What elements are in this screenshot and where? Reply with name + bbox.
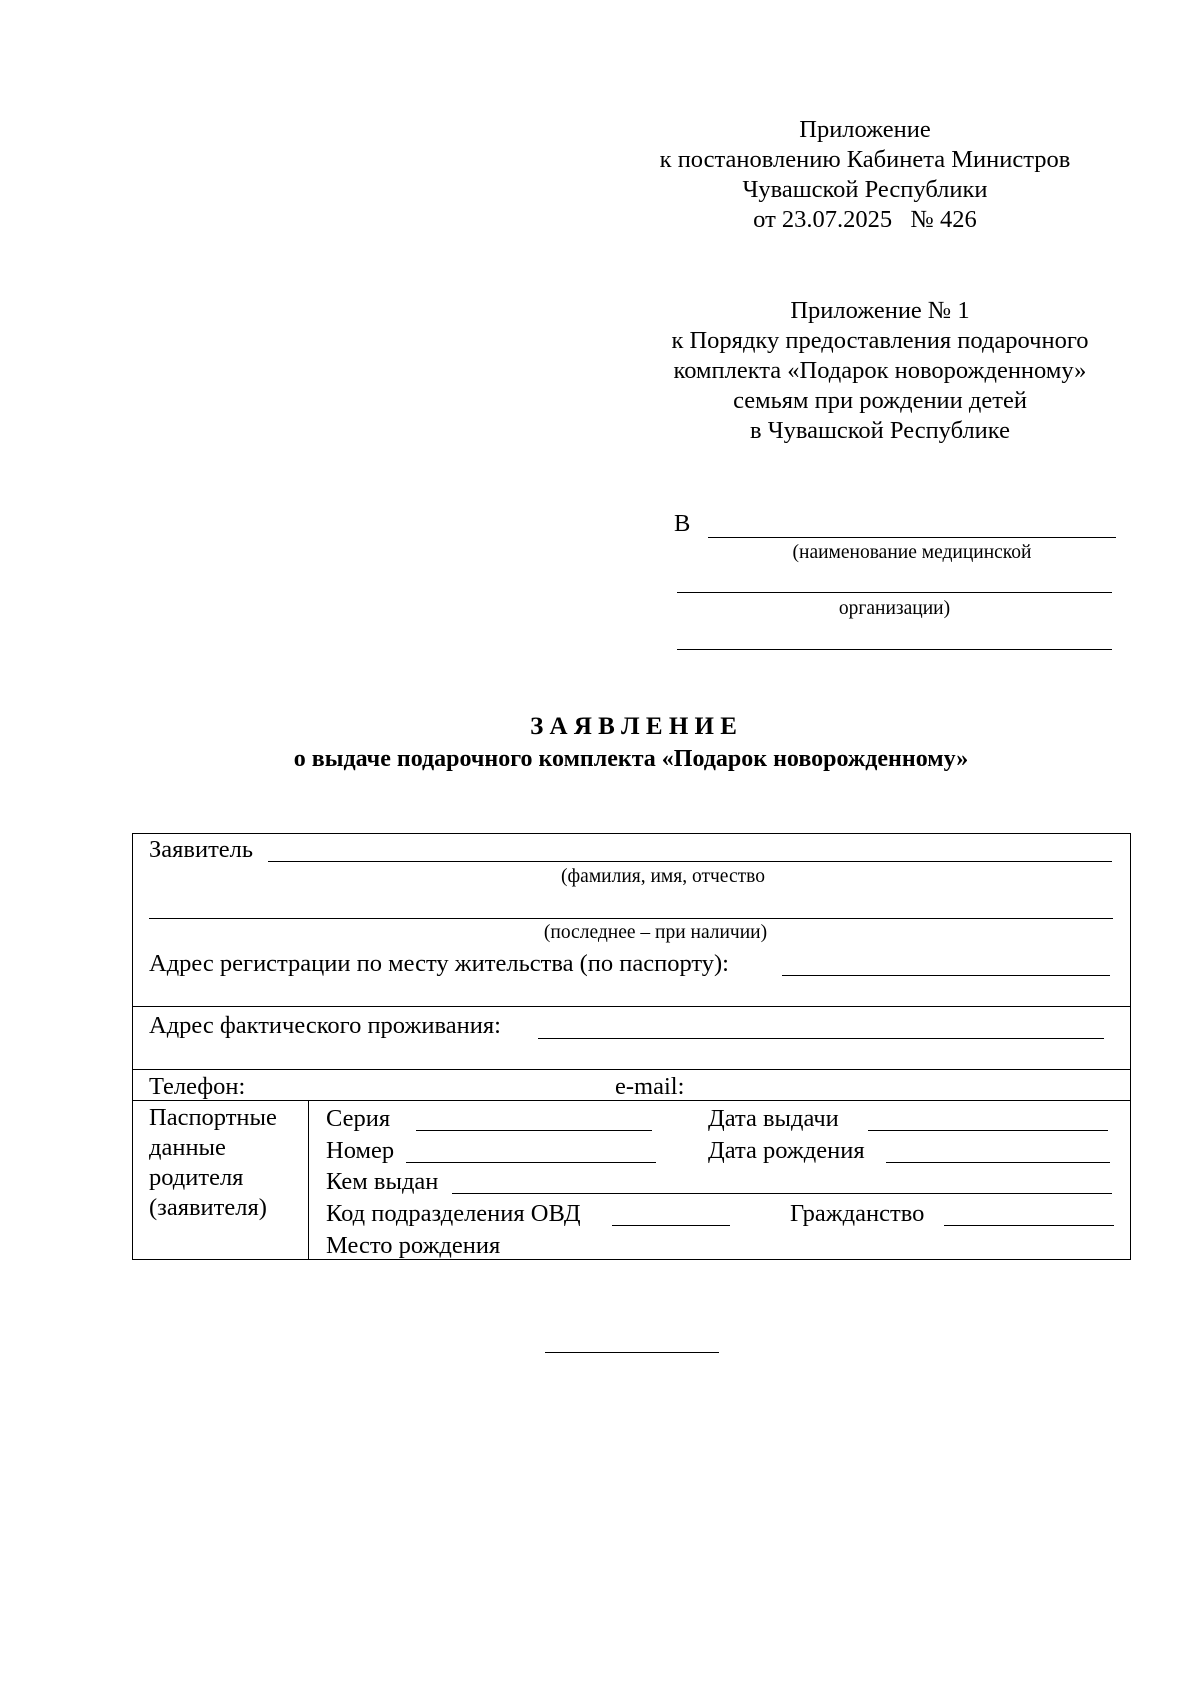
birth-date-label: Дата рождения	[708, 1137, 865, 1164]
header1-line2: к постановлению Кабинета Министров	[659, 146, 1071, 173]
recipient-prefix: В	[674, 510, 691, 537]
applicant-name-field[interactable]	[268, 861, 1112, 862]
issued-by-label: Кем выдан	[326, 1168, 439, 1195]
birth-date-field[interactable]	[886, 1162, 1110, 1163]
issue-date-label: Дата выдачи	[708, 1105, 839, 1132]
email-label: e-mail:	[615, 1073, 685, 1100]
header2-line5: в Чувашской Республике	[750, 417, 1010, 444]
approval-header	[640, 115, 1090, 235]
number-field[interactable]	[406, 1162, 656, 1163]
citizenship-field[interactable]	[944, 1225, 1114, 1226]
actual-address-field[interactable]	[538, 1038, 1104, 1039]
ovd-code-label: Код подразделения ОВД	[326, 1200, 581, 1227]
closing-separator	[545, 1352, 719, 1353]
recipient-caption-1: (наименование медицинской	[792, 542, 1032, 563]
recipient-caption-2: организации)	[838, 598, 951, 619]
actual-address-label: Адрес фактического проживания:	[149, 1012, 501, 1039]
passport-section-line4: (заявителя)	[149, 1194, 267, 1221]
document-subtitle: о выдаче подарочного комплекта «Подарок новорожденному»	[293, 746, 969, 772]
passport-section-line3: родителя	[149, 1164, 244, 1191]
row-divider-1	[132, 1006, 1131, 1007]
fio-caption-2: (последнее – при наличии)	[543, 922, 768, 943]
series-label: Серия	[326, 1105, 391, 1132]
header2-line4: семьям при рождении детей	[733, 387, 1027, 414]
application-form-table	[132, 833, 1131, 1260]
citizenship-label: Гражданство	[790, 1200, 925, 1227]
birth-place-label: Место рождения	[326, 1232, 501, 1259]
header1-line1: Приложение	[799, 116, 931, 143]
appendix-header	[640, 296, 1120, 446]
document-title: З А Я В Л Е Н И Е	[530, 713, 737, 740]
recipient-line-1[interactable]	[708, 537, 1116, 538]
reg-address-label: Адрес регистрации по месту жительства (по паспорту):	[149, 950, 729, 977]
header2-line3: комплекта «Подарок новорожденному»	[673, 357, 1087, 384]
header2-line2: к Порядку предоставления подарочного	[671, 327, 1089, 354]
recipient-line-3[interactable]	[677, 649, 1112, 650]
applicant-label: Заявитель	[149, 836, 254, 863]
issue-date-field[interactable]	[868, 1130, 1108, 1131]
phone-label: Телефон:	[149, 1073, 246, 1100]
passport-section-line1: Паспортные	[149, 1104, 277, 1131]
passport-section-line2: данные	[149, 1134, 226, 1161]
recipient-line-2[interactable]	[677, 592, 1112, 593]
applicant-name-field-2[interactable]	[149, 918, 1113, 919]
header2-line1: Приложение № 1	[790, 297, 970, 324]
issued-by-field[interactable]	[452, 1193, 1112, 1194]
row-divider-2	[132, 1069, 1131, 1070]
reg-address-field[interactable]	[782, 975, 1110, 976]
header1-line4: от 23.07.2025 № 426	[753, 206, 977, 233]
ovd-code-field[interactable]	[612, 1225, 730, 1226]
fio-caption-1: (фамилия, имя, отчество	[561, 866, 765, 887]
passport-column-divider	[308, 1100, 309, 1260]
header1-line3: Чувашской Республики	[742, 176, 988, 203]
number-label: Номер	[326, 1137, 395, 1164]
series-field[interactable]	[416, 1130, 652, 1131]
